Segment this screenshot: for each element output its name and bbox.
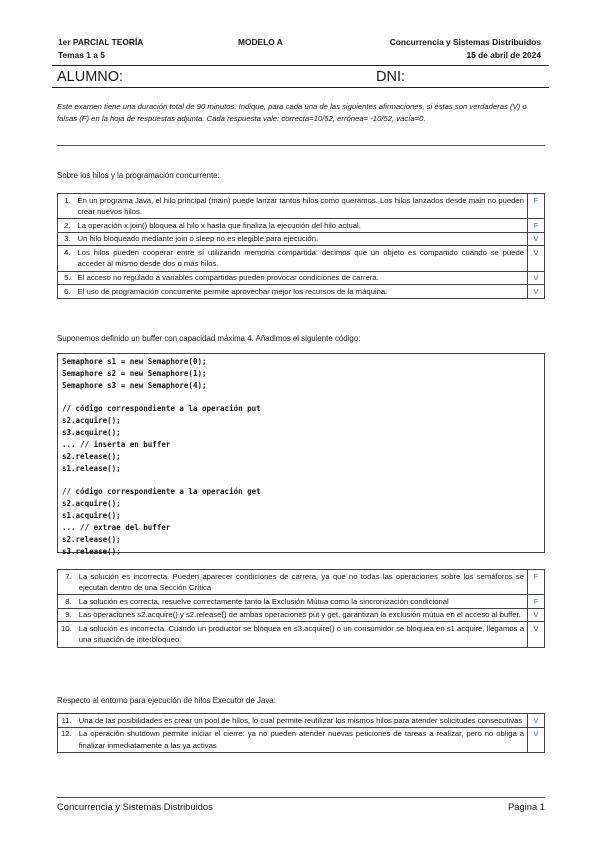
student-id-label: DNI: xyxy=(376,69,405,85)
question-row xyxy=(58,285,545,299)
question-text: La solución es incorrecta. Pueden aparecer condiciones de carrera, ya que no todas las operaciones sobre los semáforos se ejecutan dentro de una Sección Crítica xyxy=(76,570,528,595)
answer-mark: V xyxy=(528,714,545,728)
questions-table-threads xyxy=(57,193,545,299)
question-text: El uso de programación concurrente permite aprovechar mejor los recursos de la máquina. xyxy=(75,285,528,299)
exam-title: 1er PARCIAL TEORÍA xyxy=(58,37,144,47)
section-title-executor: Respecto al entorno para ejecución de hilos Executor de Java: xyxy=(57,696,276,705)
question-number: 5. xyxy=(58,271,75,285)
question-text: La operación shutdown permite iniciar el cierre: ya no pueden atender nuevas peticiones de tareas a realizar, pero no obliga a finalizar inmediatamente a las ya activas xyxy=(76,727,528,752)
answer-mark: F xyxy=(528,570,545,595)
question-number: 8. xyxy=(58,595,76,609)
answer-mark: V xyxy=(528,727,545,752)
question-row xyxy=(58,714,545,728)
answer-mark: V xyxy=(528,232,545,246)
question-row xyxy=(58,271,545,285)
question-number: 4. xyxy=(58,246,75,271)
section-title-buffer: Suponemos definido un buffer con capacidad máxima 4. Añadimos el siguiente código: xyxy=(57,334,361,343)
question-text: Las operaciones s2.acquire() y s2.release() de ambas operaciones put y get, garantizan la exclusión mútua en el acceso al buffer. xyxy=(76,608,528,622)
question-text: La operación x.join() bloquea al hilo x hasta que finaliza la ejecución del hilo actual. xyxy=(75,219,528,233)
question-text: Los hilos pueden cooperar entre sí utilizando memoria compartida: decimos que un objeto es compartido cuando se puede acceder al mismo desde dos o más hilos. xyxy=(75,246,528,271)
question-row xyxy=(58,219,545,233)
question-text: Una de las posibilidades es crear un pool de hilos, lo cual permite reutilizar los mismos hilos para atender solicitudes consecutivas xyxy=(76,714,528,728)
answer-mark: V xyxy=(528,622,545,647)
answer-mark: V xyxy=(528,246,545,271)
exam-model: MODELO A xyxy=(238,37,283,47)
student-info-bar xyxy=(52,65,549,88)
student-name-label: ALUMNO: xyxy=(57,69,124,85)
code-block: Semaphore s1 = new Semaphore(0); Semaphore s2 = new Semaphore(1); Semaphore s3 = new Semaphore(4); // código correspondiente a la operación put s2.acquire(); s3.acquire(); ... // inserta en buffer s2.release(); s1.release(); // código correspondiente a la operación get s2.acquire(); s1.acquire(); ... // extrae del buffer s2.release(); s3.release(); xyxy=(57,353,545,553)
exam-topics: Temas 1 a 5 xyxy=(58,50,105,60)
question-number: 3. xyxy=(58,232,75,246)
question-text: Un hilo bloqueado mediante join o sleep no es elegible para ejecución. xyxy=(75,232,528,246)
footer-course: Concurrencia y Sistemas Distribuidos xyxy=(57,801,213,812)
answer-mark: V xyxy=(528,271,545,285)
question-text: La solución es correcta, resuelve correctamente tanto la Exclusión Mútua como la sincronización condicional xyxy=(76,595,528,609)
page-number: Página 1 xyxy=(507,801,545,812)
answer-mark: V xyxy=(528,608,545,622)
answer-mark: F xyxy=(528,219,545,233)
question-text: El acceso no regulado a variables compartidas pueden provocar condiciones de carrera. xyxy=(75,271,528,285)
section-title-threads: Sobre los hilos y la programación concurrente: xyxy=(57,171,220,180)
question-number: 6. xyxy=(58,285,75,299)
question-text: En un programa Java, el hilo principal (main) puede lanzar tantos hilos como queramos. Los hilos lanzados desde main no pueden crear nuevos hilos. xyxy=(75,194,528,219)
course-name: Concurrencia y Sistemas Distribuidos xyxy=(389,37,541,47)
question-row xyxy=(58,608,545,622)
divider xyxy=(57,145,545,146)
question-row xyxy=(58,194,545,219)
question-row xyxy=(58,246,545,271)
question-number: 7. xyxy=(58,570,76,595)
question-number: 12. xyxy=(58,727,76,752)
answer-mark: V xyxy=(528,285,545,299)
question-number: 11. xyxy=(58,714,76,728)
questions-table-executor xyxy=(57,713,545,753)
question-number: 1. xyxy=(58,194,75,219)
question-row xyxy=(58,232,545,246)
exam-instructions: Este examen tiene una duración total de 90 minutos. Indique, para cada una de las siguientes afirmaciones, si éstas son verdaderas (V) o falsas (F) en la hoja de respuestas adjunta. Cada respuesta vale: correcta=10/52, errónea= -10/52, vacía=0. xyxy=(57,102,527,124)
question-number: 10. xyxy=(58,622,76,647)
answer-mark: F xyxy=(528,194,545,219)
page-footer xyxy=(57,797,545,812)
questions-table-buffer xyxy=(57,569,545,648)
question-row xyxy=(58,595,545,609)
exam-date: 15 de abril de 2024 xyxy=(466,50,541,60)
question-row xyxy=(58,622,545,647)
answer-mark: F xyxy=(528,595,545,609)
question-number: 2. xyxy=(58,219,75,233)
question-row xyxy=(58,727,545,752)
question-text: La solución es incorrecta. Cuando un productor se bloquea en s3.acquire() o un consumidor se bloquea en s1.acquire, llegamos a una situación de interbloqueo. xyxy=(76,622,528,647)
question-number: 9. xyxy=(58,608,76,622)
question-row xyxy=(58,570,545,595)
